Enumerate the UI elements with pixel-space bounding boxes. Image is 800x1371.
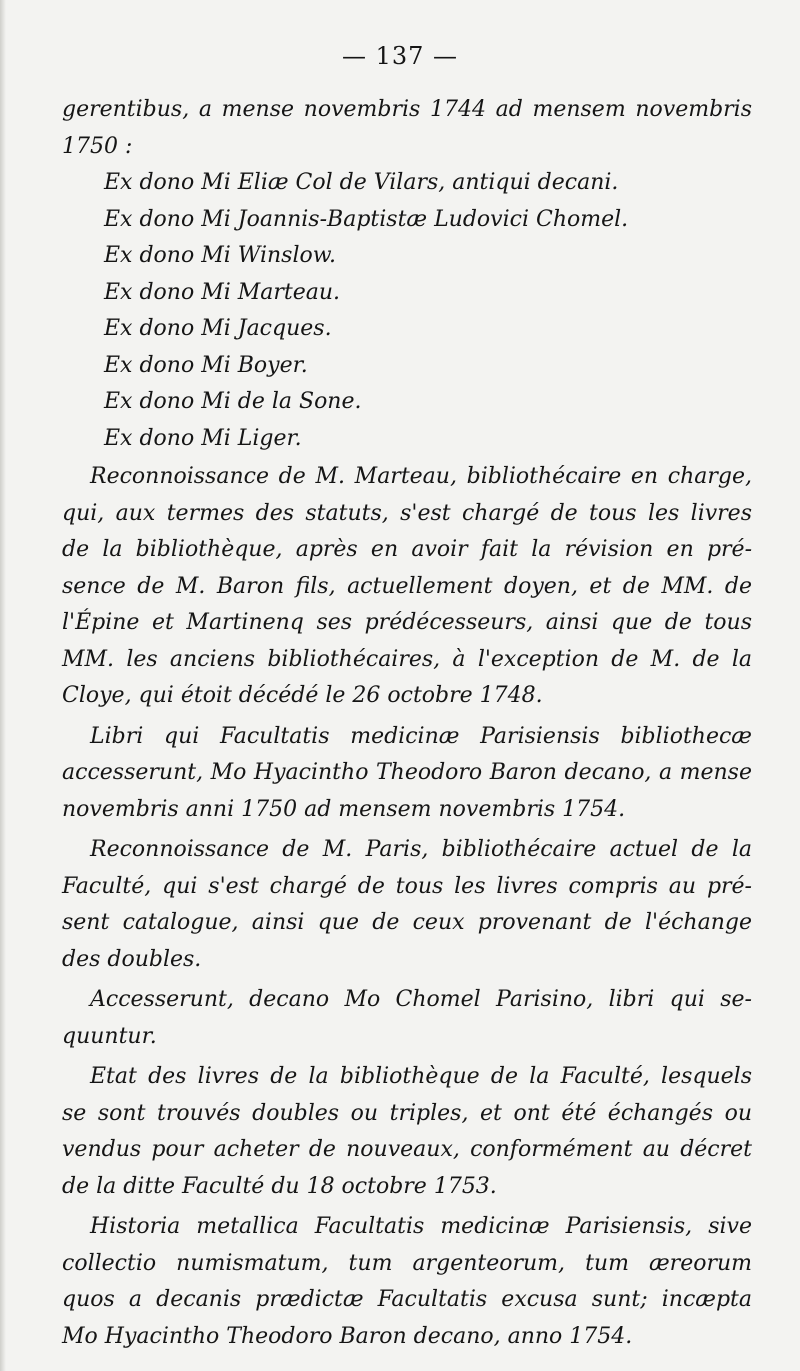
text-line: des doubles. — [62, 946, 202, 972]
text-line: de la ditte Faculté du 18 octobre 1753. — [62, 1173, 497, 1199]
text-line: vendus pour acheter de nouveaux, conformément au décret — [62, 1137, 752, 1162]
text-line: sent catalogue, ainsi que de ceux provenant de l'échange — [62, 910, 752, 935]
etat-paragraph — [62, 1059, 752, 1205]
page-body — [62, 90, 752, 1355]
text-line: Faculté, qui s'est chargé de tous les livres compris au pré- — [62, 873, 752, 899]
donation-entry: Ex dono Mi Marteau. — [104, 279, 341, 305]
chomel-paragraph — [62, 982, 752, 1055]
text-line: Mo Hyacintho Theodoro Baron decano, anno 1754. — [62, 1323, 633, 1349]
text-line: se sont trouvés doubles ou triples, et ont été échangés ou — [62, 1100, 752, 1126]
historia-paragraph — [62, 1209, 752, 1355]
text-line: Cloye, qui étoit décédé le 26 octobre 1748. — [62, 683, 543, 708]
baron-paragraph — [62, 719, 752, 829]
donation-entry: Ex dono Mi Winslow. — [104, 243, 336, 268]
text-line: l'Épine et Martinenq ses prédécesseurs, ainsi que de tous — [62, 610, 752, 635]
text-line: 1750 : — [62, 133, 133, 159]
text-line: sence de M. Baron fils, actuellement doyen, et de MM. de — [62, 573, 752, 599]
text-line: quos a decanis prædictæ Facultatis excusa sunt; incæpta — [62, 1287, 752, 1312]
donation-entry: Ex dono Mi de la Sone. — [104, 389, 362, 414]
text-line: qui, aux termes des statuts, s'est chargé de tous les livres — [62, 500, 752, 526]
donation-entry: Ex dono Mi Jacques. — [104, 316, 332, 341]
text-line: quuntur. — [62, 1023, 157, 1049]
donation-list — [62, 165, 752, 457]
marteau-paragraph — [62, 459, 752, 715]
text-line: Historia metallica Facultatis medicinæ Parisiensis, sive — [90, 1214, 752, 1239]
text-line: accesserunt, Mo Hyacintho Theodoro Baron decano, a mense — [62, 760, 752, 785]
donation-entry: Ex dono Mi Liger. — [104, 425, 302, 451]
intro-paragraph — [62, 92, 752, 165]
text-line: Accesserunt, decano Mo Chomel Parisino, libri qui se- — [90, 987, 752, 1012]
text-line: Etat des livres de la bibliothèque de la Faculté, lesquels — [90, 1064, 752, 1089]
text-line: de la bibliothèque, après en avoir fait la révision en pré- — [62, 537, 752, 562]
page-edge — [0, 0, 6, 1371]
text-line: Reconnoissance de M. Marteau, bibliothécaire en charge, — [90, 464, 752, 489]
page-number: — 137 — — [341, 42, 459, 70]
donation-entry: Ex dono Mi Boyer. — [104, 352, 308, 378]
text-line: collectio numismatum, tum argenteorum, tum æreorum — [62, 1250, 752, 1276]
donation-entry: Ex dono Mi Eliæ Col de Vilars, antiqui decani. — [104, 170, 619, 195]
paris-paragraph — [62, 832, 752, 978]
text-line: Reconnoissance de M. Paris, bibliothécaire actuel de la — [90, 837, 752, 862]
text-line: gerentibus, a mense novembris 1744 ad mensem novembris — [62, 97, 752, 122]
text-line: novembris anni 1750 ad mensem novembris 1754. — [62, 796, 626, 822]
donation-entry: Ex dono Mi Joannis-Baptistæ Ludovici Chomel. — [104, 206, 629, 232]
text-line: Libri qui Facultatis medicinæ Parisiensis bibliothecæ — [90, 723, 752, 749]
text-line: MM. les anciens bibliothécaires, à l'exception de M. de la — [62, 646, 752, 672]
